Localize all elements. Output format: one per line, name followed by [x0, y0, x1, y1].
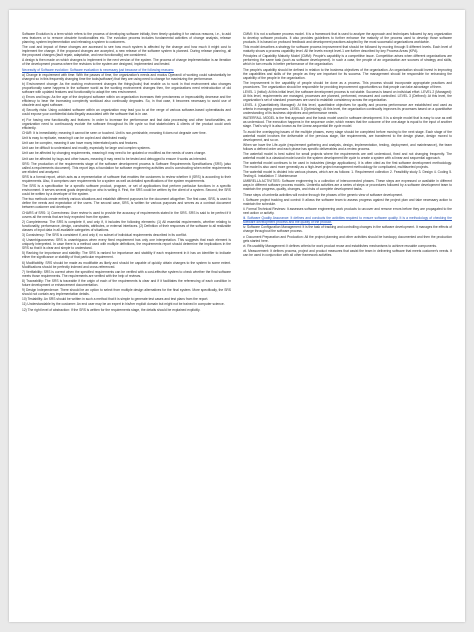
paragraph: Unit can be complex, meaning it can have many interrelated parts and features.: [22, 141, 139, 146]
paragraph: To avoid the overlapping issues of the multiple phases, every stage should be completed before moving to the next stage. Each stage of the waterfall model involves the deliverable of the previous stage, like requirements, are transferred to the design phase, design moved to development, and so on.: [243, 129, 452, 142]
paragraph: Software Evolution is a term which refers to the process of developing software initially, then timely updating it for various reasons, i.e., to add new features or to remove obsolete functionalities etc. The evolution process includes fundamental activities of change analysis, release planning, system implementation and releasing a system to customers.: [22, 32, 231, 44]
paragraph: Unit is easy to replicate, meaning it can be copied and distributed easily.: [22, 135, 128, 140]
paragraph: a) Change in requirement with time: With the passes of time, the organization's needs and modus Operandi of working could substantially be changed so in this frequently changing time the tools(software) that they are using need to change for maximizing the performance.: [22, 72, 231, 81]
paragraph: v. Document Preparation and Production: All the project planning and other activities should be hardcopy documented and then the production gets started here.: [243, 234, 452, 243]
paragraph: vi. Re-usability Management: It defines criteria for work product reuse and establishes mechanisms to achieve reusable components.: [243, 243, 437, 248]
paragraph: UMBRELLA ACTIVITIES: Software engineering is a collection of interconnected phases. These steps are expressed or available in different ways in different software process models. Umbrella activities are a series of steps or procedures followed by a software development team to maintain the progress, quality, changes, and risks of complete development tasks.: [243, 179, 452, 192]
software-evolution-link[interactable]: Necessity of Software evolution: Software evaluation is necessary just because of the following reasons:: [22, 67, 174, 72]
paragraph: i. Software project tracking and control: It allows the software team to assess progress against the project plan and take necessary action to maintain the schedule.: [243, 197, 452, 206]
paragraph: d) Security risks: Using outdated software within an organization may lead you to at the verge of various software-based cyberattacks and could expose your confidential data illegally associated with the software that is in use.: [22, 108, 231, 117]
paragraph: 5) Ranking for importance and stability: The SRS is ranked for importance and stability if each requirement in it has an identifier to indicate either the significance or stability of that particular requirement.: [22, 251, 231, 260]
paragraph: Principles of Capability Maturity Model (CMM): People's capability is a competitive issue. Competition arises when different organizations are performing the same task (such as software development). In such a case, the people of an organization are sources of strategy and skills, which in turn results in better performance of the organization.: [243, 54, 452, 67]
paragraph: 8) Traceability: The SRS is traceable if the origin of each of the requirements is clear and if it facilitates the referencing of each condition in future development or enhancement documentation.: [22, 278, 231, 287]
paragraph: 10) Testability: An SRS should be written in such a method that it is simple to generate test cases and test plans from the report.: [22, 297, 209, 302]
paragraph: 6) Modifiability: SRS should be made as modifiable as likely and should be capable of quickly obtain changes to the system to some extent. Modifications should be perfectly indexed and cross-referenced.: [22, 260, 231, 269]
paragraph: c) Errors and bugs: As the age of the deployed software within an organization increases their preciseness or impeccability decrease and the efficiency to bear the increasing complexity workload also continually degrades. So, in that case, it becomes necessary to avoid use of obsolete and aged software.: [22, 95, 231, 108]
paragraph: LEVEL 1 (Initial): At this initial level, the software development process is not stable. Success is based on individual effort. LEVEL 2 (Managed): At this level, requirements are managed, processes are planned, performed, measured and controlled. LEVEL 3 (Defined): At this level, the organization's set of standard processes are used to establish consistency across the organization.: [243, 89, 452, 102]
paragraph: b) Environment change: As the working environment changes the things(tools) that enable us to work in that environment also changes proportionally same happens in the software world as the working environment changes then, the organizations need reintroduction of old software with updated features and functionality to adapt the new environment.: [22, 81, 231, 94]
paragraph: The waterfall model is divided into various phases, which are as follows: 1. Requirement collection 2. Feasibility study 3. Design 4. Coding 5. Testing 6. Installation 7. Maintenance: [243, 170, 452, 179]
paragraph: When we have the Life-cycle (requirement gathering and analysis, design, implementation, testing, deployment, and maintenance), the team follows a defined order and each phase has specific deliverables and a review process.: [243, 142, 452, 151]
paragraph: The two methods create entirely various situations and establish different purposes for the document altogether. The first case, SRS, is used to define the needs and expectation of the users. The second case, SRS, is written for various purposes and serves as a contract document between customer and developer.: [22, 197, 231, 210]
paragraph: Unit can be affected by bugs and other issues, meaning it may need to be tested and debugged to ensure it works as intended.: [22, 156, 208, 161]
paragraph: 4) Unambiguousness: SRS is unambiguous when every fixed requirement has only one interpretation. This suggests that each element is uniquely interpreted. In case there is a method used with multiple definitions, the requirements report should determine the implications in the SRS so that it is clear and simple to understand.: [22, 238, 231, 251]
paragraph: The waterfall model is best suited for small projects where the requirements are well understood, fixed and not changing frequently. The waterfall model is a classical model used in the system development life cycle to create a system with a linear and sequential approach.: [243, 151, 452, 160]
paragraph: ii. Formal Technical Reviews: It assesses software engineering work products to uncover and remove errors before they are propagated to the next action or activity.: [243, 207, 452, 215]
paragraph: LEVEL 4 (Quantitatively Managed): At this level, quantitative objectives for quality and process performance are established and used as criteria in managing processes. LEVEL 5 (Optimizing): At this level, the organization continually improves its processes based on a quantitative understanding of its business objectives and performance needs.: [243, 103, 452, 116]
paragraph: The people's capability should be defined in relation to the business objectives of the organization. An organization should invest in improving the capabilities and skills of the people as they are important for its success. The management should be responsible for enhancing the capability of the people in the organization.: [243, 67, 452, 80]
paragraph: 11) Understandable by the customer: An end user may be an expert in his/her explicit domain but might not be trained in computer science.: [22, 302, 225, 307]
paragraph: iv. Software Configuration Management: It is the task of tracking and controlling changes in the software development. It manages the effects of change throughout the software process.: [243, 225, 452, 234]
paragraph: These steps of umbrella activities will evolve through the phases of the generic view of software development.: [243, 192, 403, 197]
paragraph: 2) Completeness: The SRS is complete if, and only if, it includes the following elements: (1) All essential requirements, whether relating to functionality, performance, design, constraints, attributes, or external interfaces. (2) Definition of their responses of the software to all realizable classes of input data in all available categories of situations.: [22, 219, 231, 232]
paragraph: The cost and impact of these changes are accessed to see how much system is affected by the change and how much it might cost to implement the change. If the proposed changes are accepted, a new release of the software system is planned. During release planning, all the proposed changes (fault repair, adaptation, and new functionality) are considered.: [22, 45, 231, 58]
paragraph: 12) The right level of abstraction: If the SRS is written for the requirements stage, the details should be explained explicitly.: [22, 307, 201, 312]
paragraph: Unit can be affected by changing requirements, meaning it may need to be updated or modified as the needs of users change.: [22, 151, 206, 156]
paragraph: The SRS is a specification for a specific software product, program, or set of applications that perform particular functions in a specific environment. It serves several goals depending on who is writing it. First, the SRS could be written by the client of a system. Second, the SRS could be written by a developer of the system.: [22, 184, 231, 197]
paragraph: SRS: The production of the requirements stage of the software development process is Software Requirements Specifications (SRS) (also called a requirements document). This report lays a foundation for software engineering activities and is constructing when entire requirements are elicited and analyzed.: [22, 161, 231, 174]
paragraph: vii. Measurement: It defines process, project and product measures that assist the team in delivering software that meets customer's needs. It can be used in conjunction with all other framework activities.: [243, 248, 452, 257]
paragraph: e) For having new functionality and features: In order to increase the performance and fast data processing and other functionalities, an organization need to continuously evolute the software throughout its life cycle so that stakeholders & clients of the product could work efficiently.: [22, 117, 231, 130]
document-page: [9, 10, 465, 622]
software-quality-assurance-link[interactable]: iii. Software Quality Assurance: It defines and conducts the activities required to ensure software quality. It is a methodology of checking the software development process and the quality of the product.: [243, 216, 452, 225]
paragraph: 9) Design Independence: There should be an option to select from multiple design alternatives for the final system. More specifically, the SRS should not contain any implementation details.: [22, 288, 231, 297]
paragraph: 7) Verifiability: SRS is correct when the specified requirements can be verified with a cost-effective system to check whether the final software meets those requirements. The requirements are verified with the help of reviews.: [22, 269, 231, 278]
paragraph: WATERFALL MODEL is the first approach and the basic model used in software development. It is a simple model that is easy to use as well as understood. The execution happens in the sequence order, which means that the outcome of the one-stage is equal to the input of another stage. That's why it is also known as the Linear-sequential life cycle model.: [243, 116, 452, 129]
paragraph: SRS is a formal report, which acts as a representation of software that enables the customers to review whether it (SRS) is according to their requirements. Also, it comprises user requirements for a system as well as detailed specifications of the system requirements.: [22, 175, 231, 183]
paragraph: The waterfall model continues to be used in industries (design applications). It is often cited as the first software development methodology. The model is also used more generally as a high-level project management methodology for complicated, multifaceted projects.: [243, 161, 452, 170]
paragraph: CHAR: It is immediately; meaning it cannot be seen or touched. Unit is non-perishable, meaning it does not degrade over time.: [22, 130, 207, 135]
paragraph: A design is then made on which changes to implement in the next version of the system. The process of change implementation is an iteration of the development process where the revisions to the system are designed, implemented and tested.: [22, 58, 231, 67]
left-column: [22, 32, 231, 618]
paragraph: CMMI: It is not a software process model. It is a framework that is used to analyze the approach and techniques followed by any organization to develop software products. It also provides guidelines to further enhance the maturity of the process used to develop those software products. It is based on profound feedback and development practices adopted by the most successful organizations worldwide.: [243, 32, 452, 44]
paragraph: The improvement in the capability of people should be done as a process. This process should incorporate appropriate practices and procedures. The organization should be responsible for providing improvement opportunities so that people can take advantage of them.: [243, 80, 452, 89]
right-column: [243, 32, 452, 618]
paragraph: 3) Consistency: The SRS is consistent if, and only if, no subset of individual requirements described in its conflict.: [22, 232, 188, 237]
paragraph: CHARS of SRS: 1) Correctness: User review is used to provide the accuracy of requirements stated in the SRS. SRS is said to be perfect if it covers all the needs that are truly expected from the system.: [22, 210, 231, 219]
paragraph: Unit can be difficult to understand and modify, especially for large and complex systems.: [22, 146, 151, 151]
paragraph: This model describes a strategy for software process improvement that should be followed by moving through 5 different levels. Each level of maturity shows a process capability level. All the levels except level-1 are further described by key Process Areas (KPA).: [243, 45, 452, 54]
